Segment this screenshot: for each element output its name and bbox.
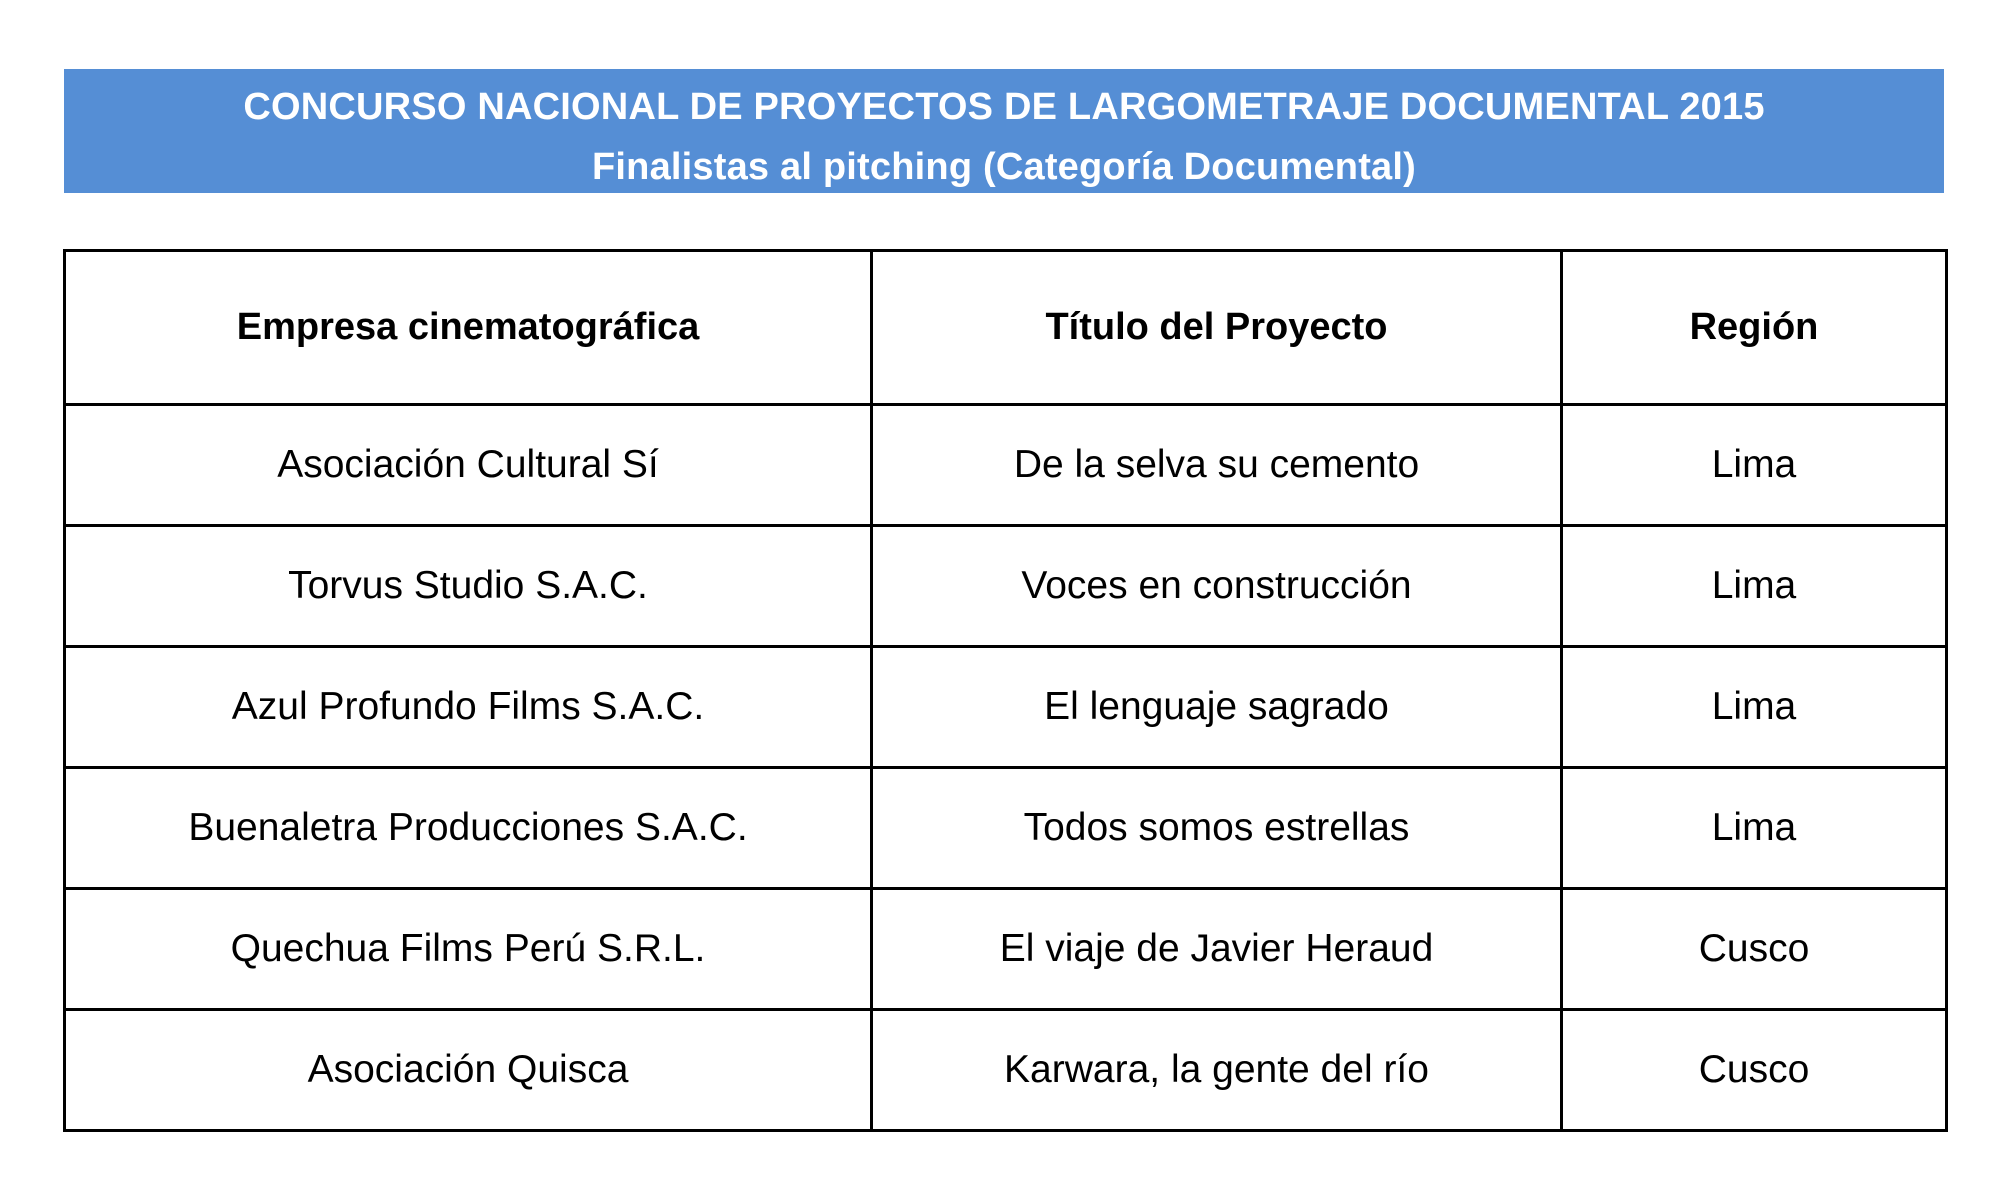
cell-region: Cusco [1562, 889, 1947, 1010]
cell-region: Lima [1562, 405, 1947, 526]
column-header-region: Región [1562, 251, 1947, 405]
table-row [65, 526, 1947, 647]
column-header-titulo: Título del Proyecto [872, 251, 1562, 405]
column-header-empresa: Empresa cinematográfica [65, 251, 872, 405]
cell-region: Lima [1562, 768, 1947, 889]
cell-empresa: Buenaletra Producciones S.A.C. [65, 768, 872, 889]
page-title: CONCURSO NACIONAL DE PROYECTOS DE LARGOMETRAJE DOCUMENTAL 2015 [243, 86, 1765, 128]
cell-region: Cusco [1562, 1010, 1947, 1131]
table-row [65, 889, 1947, 1010]
cell-empresa: Quechua Films Perú S.R.L. [65, 889, 872, 1010]
cell-empresa: Asociación Quisca [65, 1010, 872, 1131]
title-banner [64, 69, 1944, 193]
table-row [65, 768, 1947, 889]
cell-empresa: Torvus Studio S.A.C. [65, 526, 872, 647]
table-row [65, 1010, 1947, 1131]
cell-titulo: Todos somos estrellas [872, 768, 1562, 889]
table-header-row [65, 251, 1947, 405]
finalists-table [63, 249, 1948, 1132]
cell-region: Lima [1562, 647, 1947, 768]
cell-titulo: De la selva su cemento [872, 405, 1562, 526]
cell-titulo: Voces en construcción [872, 526, 1562, 647]
table-row [65, 405, 1947, 526]
cell-titulo: El lenguaje sagrado [872, 647, 1562, 768]
page-subtitle: Finalistas al pitching (Categoría Documental) [591, 146, 1416, 188]
cell-titulo: Karwara, la gente del río [872, 1010, 1562, 1131]
cell-region: Lima [1562, 526, 1947, 647]
cell-titulo: El viaje de Javier Heraud [872, 889, 1562, 1010]
table-row [65, 647, 1947, 768]
cell-empresa: Azul Profundo Films S.A.C. [65, 647, 872, 768]
cell-empresa: Asociación Cultural Sí [65, 405, 872, 526]
